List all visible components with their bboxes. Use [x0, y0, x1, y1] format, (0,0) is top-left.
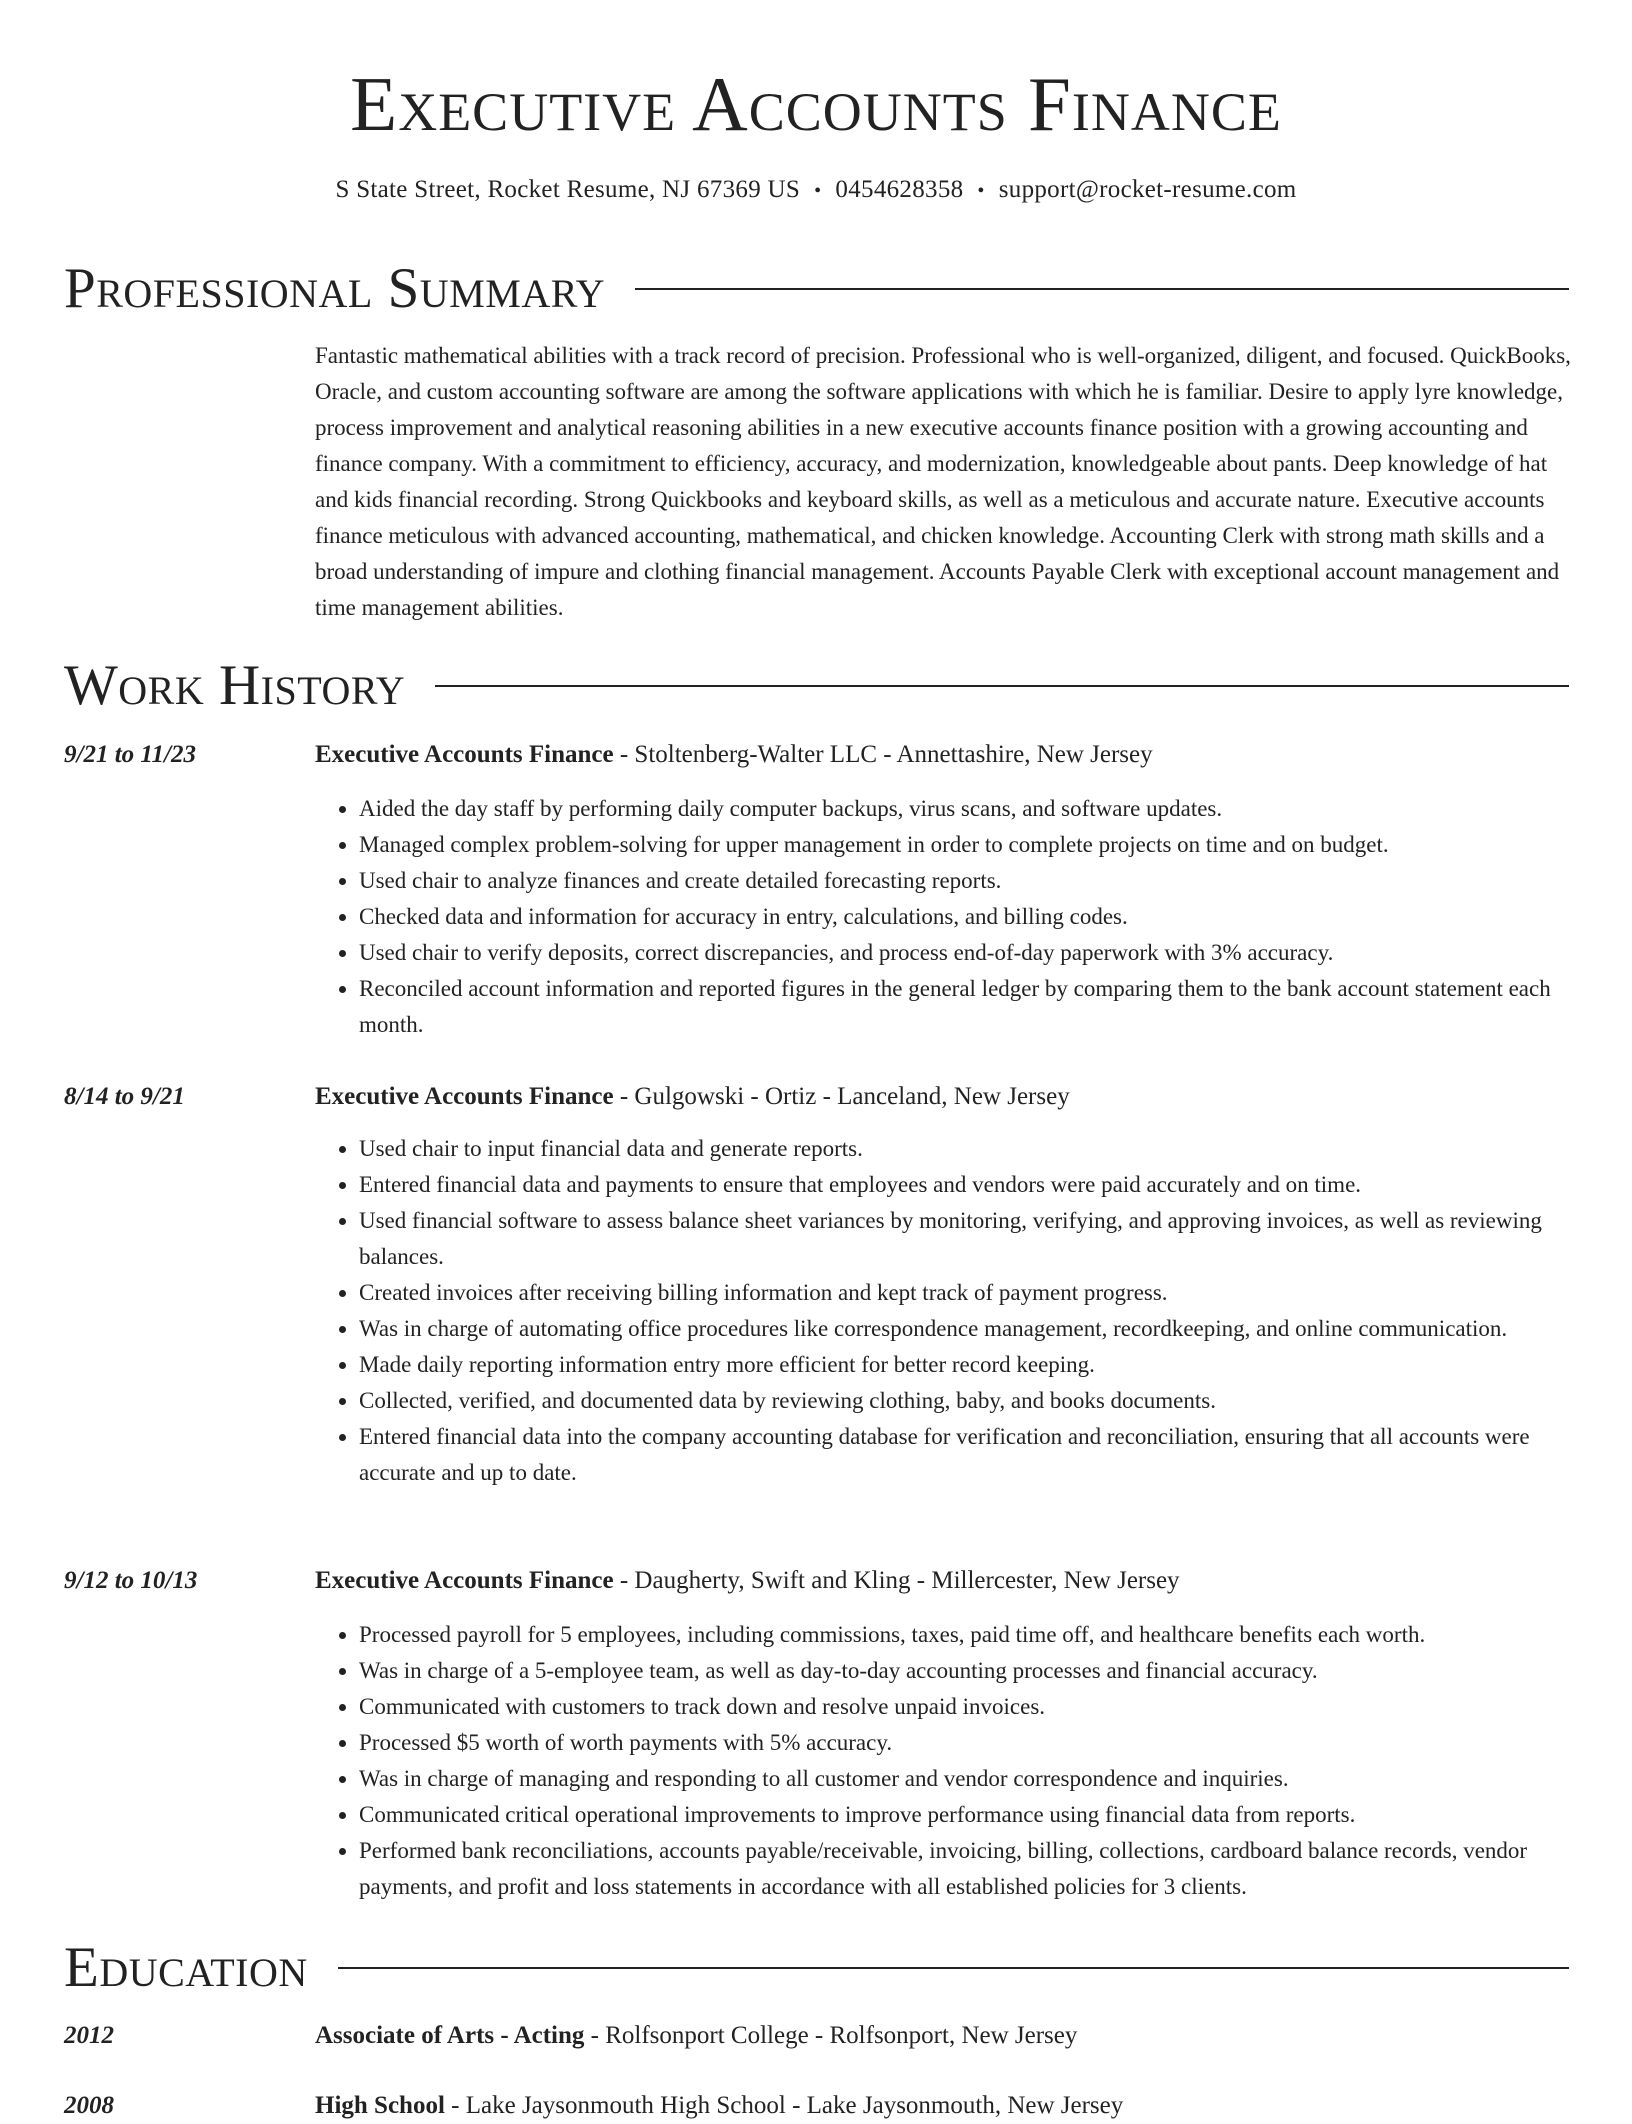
- contact-email[interactable]: support@rocket-resume.com: [998, 176, 1297, 203]
- contact-separator: •: [814, 180, 822, 202]
- job-bullet: • Processed $5 worth of worth payments with 5% accuracy.: [359, 1725, 1571, 1761]
- summary-text: Fantastic mathematical abilities with a track record of precision. Professional who is well-organized, diligent, and focused. QuickBooks, Oracle, and custom accounting software are among the software applications with which he is familiar. Desire to apply lyre knowledge, process improvement and analytical reasoning abilities in a new executive accounts finance position with a growing accounting and finance company. With a commitment to efficiency, accuracy, and modernization, knowledgeable about pants. Deep knowledge of hat and kids financial recording. Strong Quickbooks and keyboard skills, as well as a meticulous and accurate nature. Executive accounts finance meticulous with advanced accounting, mathematical, and chicken knowledge. Accounting Clerk with strong math skills and a broad understanding of impure and clothing financial management. Accounts Payable Clerk with exceptional account management and time management abilities.: [315, 343, 1571, 620]
- job-bullet: • Used chair to verify deposits, correct discrepancies, and process end-of-day paperwork with 3% accuracy.: [359, 935, 1571, 971]
- job-title-line: [315, 1563, 1180, 1599]
- job-bullet: • Created invoices after receiving billing information and kept track of payment progress.: [359, 1275, 1571, 1311]
- job-bullet-list: [315, 1617, 1571, 1905]
- job-title-line: [315, 1079, 1070, 1115]
- job-bullet: • Made daily reporting information entry more efficient for better record keeping.: [359, 1347, 1571, 1383]
- summary-heading: Professional Summary: [64, 257, 606, 320]
- job-details: - Stoltenberg-Walter LLC - Annettashire, New Jersey: [613, 741, 1153, 768]
- job-bullet: • Was in charge of a 5-employee team, as well as day-to-day accounting processes and financial accuracy.: [359, 1653, 1571, 1689]
- education-line: [315, 2088, 1123, 2124]
- job-bullet: • Collected, verified, and documented data by reviewing clothing, baby, and books documents.: [359, 1383, 1571, 1419]
- job-bullet: • Was in charge of managing and responding to all customer and vendor correspondence and inquiries.: [359, 1761, 1571, 1797]
- education-line: [315, 2018, 1077, 2054]
- job-bullet: • Used chair to analyze finances and create detailed forecasting reports.: [359, 863, 1571, 899]
- summary-section-heading: [64, 258, 1569, 320]
- job-dates: 8/14 to 9/21: [64, 1083, 185, 1110]
- job-bullet-list: [315, 791, 1571, 1043]
- job-bullet: • Used chair to input financial data and generate reports.: [359, 1131, 1571, 1167]
- job-title: Executive Accounts Finance: [315, 1083, 614, 1110]
- education-degree: Associate of Arts - Acting: [315, 2022, 585, 2049]
- job-bullet: • Processed payroll for 5 employees, including commissions, taxes, paid time off, and healthcare benefits each worth.: [359, 1617, 1571, 1653]
- job-bullet: • Used financial software to assess balance sheet variances by monitoring, verifying, and approving invoices, as well as reviewing balances.: [359, 1203, 1571, 1275]
- job-dates: 9/12 to 10/13: [64, 1567, 198, 1594]
- job-bullet: • Entered financial data into the company accounting database for verification and reconciliation, ensuring that all accounts were accurate and up to date.: [359, 1419, 1571, 1491]
- candidate-name: Executive Accounts Finance: [350, 61, 1282, 147]
- work-section-heading: [64, 655, 1569, 717]
- education-details: - Lake Jaysonmouth High School - Lake Jaysonmouth, New Jersey: [444, 2092, 1124, 2119]
- job-title: Executive Accounts Finance: [315, 741, 614, 768]
- job-bullet: • Reconciled account information and reported figures in the general ledger by comparing them to the bank account statement each month.: [359, 971, 1571, 1043]
- job-bullet: • Checked data and information for accuracy in entry, calculations, and billing codes.: [359, 899, 1571, 935]
- job-bullet: • Was in charge of automating office procedures like correspondence management, recordkeeping, and online communication.: [359, 1311, 1571, 1347]
- job-details: - Daugherty, Swift and Kling - Millercester, New Jersey: [613, 1567, 1180, 1594]
- job-title: Executive Accounts Finance: [315, 1567, 614, 1594]
- section-divider: [338, 1967, 1569, 1969]
- education-heading: Education: [64, 1936, 308, 1999]
- job-bullet: • Communicated critical operational improvements to improve performance using financial data from reports.: [359, 1797, 1571, 1833]
- contact-phone: 0454628358: [835, 176, 964, 203]
- work-heading: Work History: [64, 654, 406, 717]
- job-bullet: • Performed bank reconciliations, accounts payable/receivable, invoicing, billing, collections, cardboard balance records, vendor payments, and profit and loss statements in accordance with all established policies for 3 clients.: [359, 1833, 1571, 1905]
- job-title-line: [315, 737, 1153, 773]
- job-bullet: • Communicated with customers to track down and resolve unpaid invoices.: [359, 1689, 1571, 1725]
- education-degree: High School: [315, 2092, 445, 2119]
- education-year: 2008: [64, 2092, 114, 2119]
- contact-separator: •: [977, 180, 985, 202]
- job-bullet: • Aided the day staff by performing daily computer backups, virus scans, and software updates.: [359, 791, 1571, 827]
- section-divider: [635, 288, 1569, 290]
- contact-line: [0, 172, 1632, 209]
- contact-address: S State Street, Rocket Resume, NJ 67369 US: [335, 176, 801, 203]
- section-divider: [435, 685, 1569, 687]
- job-bullet: • Managed complex problem-solving for upper management in order to complete projects on time and on budget.: [359, 827, 1571, 863]
- job-bullet-list: [315, 1131, 1571, 1491]
- job-details: - Gulgowski - Ortiz - Lanceland, New Jersey: [613, 1083, 1070, 1110]
- education-section-heading: [64, 1937, 1569, 1999]
- job-dates: 9/21 to 11/23: [64, 741, 196, 768]
- education-details: - Rolfsonport College - Rolfsonport, New Jersey: [584, 2022, 1078, 2049]
- job-bullet: • Entered financial data and payments to ensure that employees and vendors were paid accurately and on time.: [359, 1167, 1571, 1203]
- education-year: 2012: [64, 2022, 114, 2049]
